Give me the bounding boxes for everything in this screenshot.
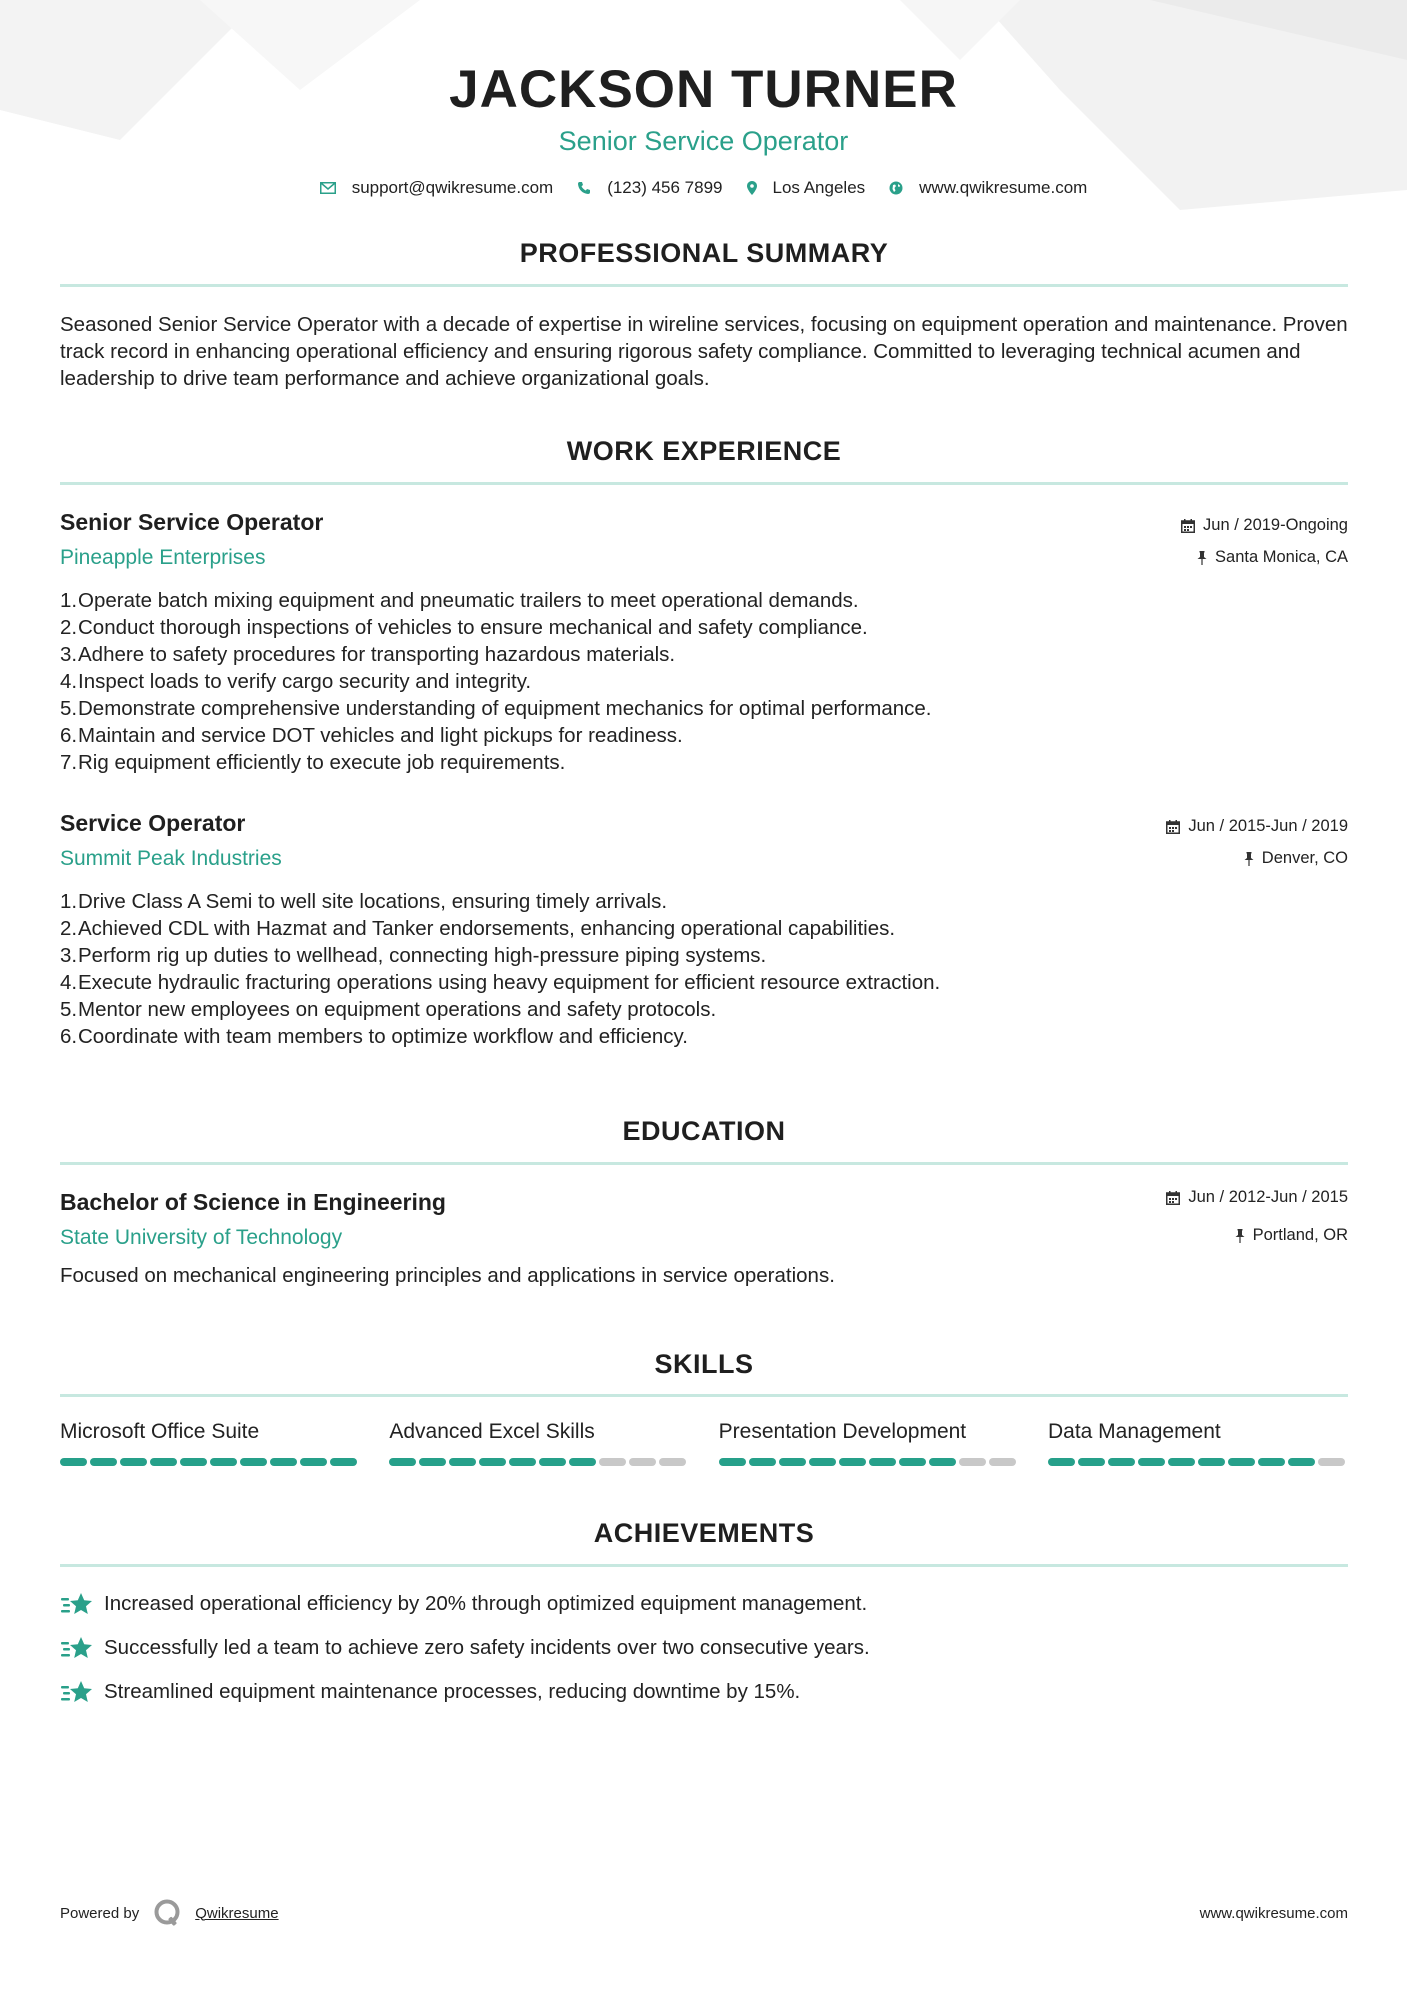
job-title: Service Operator: [60, 810, 246, 836]
skill-segment-filled: [449, 1458, 476, 1466]
list-item: 1. Drive Class A Semi to well site locations, ensuring timely arrivals.: [60, 890, 668, 913]
list-item: [60, 1670, 1348, 1714]
skill-segment-filled: [929, 1458, 956, 1466]
skill-segment-filled: [330, 1458, 357, 1466]
list-item-text: Perform rig up duties to wellhead, connecting high-pressure piping systems.: [78, 944, 767, 967]
skill-segment-filled: [60, 1458, 87, 1466]
education-description: Focused on mechanical engineering principles and applications in service operations.: [60, 1264, 835, 1287]
skill-segment-filled: [569, 1458, 596, 1466]
skill-segment-filled: [300, 1458, 327, 1466]
list-item-text: Conduct thorough inspections of vehicles to ensure mechanical and safety compliance.: [78, 616, 868, 639]
skill-segment-filled: [749, 1458, 776, 1466]
list-item: 7. Rig equipment efficiently to execute job requirements.: [60, 751, 566, 774]
skill-segment-empty: [629, 1458, 656, 1466]
skill-segment-filled: [479, 1458, 506, 1466]
skill-name: Presentation Development: [718, 1420, 967, 1443]
calendar-icon: [1166, 1191, 1180, 1205]
skill-segment-empty: [659, 1458, 686, 1466]
job-responsibilities: [60, 587, 1348, 776]
qwikresume-link[interactable]: Qwikresume: [195, 1904, 279, 1922]
job-responsibilities: [60, 888, 1348, 1050]
list-item: 5. Demonstrate comprehensive understanding of equipment mechanics for optimal performance.: [60, 697, 932, 720]
list-item-text: Achieved CDL with Hazmat and Tanker endorsements, enhancing operational capabilities.: [78, 917, 896, 940]
skill-segment-filled: [389, 1458, 416, 1466]
skill-level-bar: [1048, 1458, 1348, 1466]
skill-name: Microsoft Office Suite: [60, 1420, 260, 1443]
skill-item: [719, 1420, 1019, 1466]
contact-location: [747, 178, 866, 198]
skills-divider: [60, 1394, 1348, 1397]
list-item-text: Coordinate with team members to optimize workflow and efficiency.: [78, 1025, 688, 1048]
skill-name: Advanced Excel Skills: [389, 1420, 595, 1443]
list-item-text: Adhere to safety procedures for transporting hazardous materials.: [78, 643, 676, 666]
job-dates-text: Jun / 2015-Jun / 2019: [1188, 817, 1348, 835]
pushpin-icon: [1244, 852, 1254, 866]
globe-icon: [889, 181, 903, 195]
list-item: [60, 1626, 1348, 1670]
qwikresume-logo-icon: [153, 1898, 183, 1928]
skill-segment-empty: [989, 1458, 1016, 1466]
contact-website-text: www.qwikresume.com: [919, 178, 1088, 197]
list-item: 1. Operate batch mixing equipment and pneumatic trailers to meet operational demands.: [60, 589, 859, 612]
degree-title: Bachelor of Science in Engineering: [60, 1189, 446, 1215]
education-dates: [1166, 1188, 1348, 1207]
list-item-text: Execute hydraulic fracturing operations using heavy equipment for efficient resource extraction.: [78, 971, 941, 994]
skills-list: [60, 1420, 1348, 1466]
education-heading: EDUCATION: [622, 1116, 786, 1146]
list-item: 3. Adhere to safety procedures for transporting hazardous materials.: [60, 643, 676, 666]
calendar-icon: [1166, 820, 1180, 834]
achievement-text: Successfully led a team to achieve zero safety incidents over two consecutive years.: [104, 1636, 870, 1659]
achievements-divider: [60, 1564, 1348, 1567]
skill-segment-filled: [90, 1458, 117, 1466]
list-item: 5. Mentor new employees on equipment operations and safety protocols.: [60, 998, 717, 1021]
skill-segment-filled: [120, 1458, 147, 1466]
education-location: [1235, 1226, 1348, 1245]
list-item: 6. Maintain and service DOT vehicles and light pickups for readiness.: [60, 724, 683, 747]
job-company: Pineapple Enterprises: [60, 546, 266, 569]
skill-name: Data Management: [1047, 1420, 1221, 1443]
contact-phone-text: (123) 456 7899: [607, 178, 723, 197]
skill-segment-filled: [839, 1458, 866, 1466]
education-dates-text: Jun / 2012-Jun / 2015: [1188, 1188, 1348, 1206]
contact-location-text: Los Angeles: [772, 178, 866, 197]
job-location: [1244, 849, 1348, 868]
summary-heading: PROFESSIONAL SUMMARY: [519, 238, 889, 268]
experience-heading: WORK EXPERIENCE: [566, 436, 842, 466]
job-location-text: Denver, CO: [1261, 849, 1348, 867]
phone-icon: [577, 181, 591, 195]
list-item-text: Operate batch mixing equipment and pneumatic trailers to meet operational demands.: [78, 589, 859, 612]
school-name: State University of Technology: [60, 1226, 343, 1249]
footer-website[interactable]: www.qwikresume.com: [1199, 1905, 1348, 1922]
skill-level-bar: [389, 1458, 689, 1466]
skill-segment-empty: [1318, 1458, 1345, 1466]
list-item-text: Drive Class A Semi to well site locations, ensuring timely arrivals.: [78, 890, 668, 913]
job-dates: [1166, 817, 1348, 836]
skills-heading: SKILLS: [654, 1349, 754, 1379]
skill-segment-filled: [1258, 1458, 1285, 1466]
map-pin-icon: [747, 181, 757, 195]
list-item-text: Inspect loads to verify cargo security and integrity.: [78, 670, 532, 693]
job-location-text: Santa Monica, CA: [1215, 548, 1348, 566]
skill-segment-filled: [1048, 1458, 1075, 1466]
list-item: 2. Achieved CDL with Hazmat and Tanker endorsements, enhancing operational capabilities.: [60, 917, 896, 940]
education-location-text: Portland, OR: [1252, 1226, 1348, 1244]
job-location: [1197, 548, 1348, 567]
envelope-icon: [320, 182, 336, 194]
skill-segment-filled: [899, 1458, 926, 1466]
list-item-text: Demonstrate comprehensive understanding of equipment mechanics for optimal performance.: [78, 697, 932, 720]
star-speed-icon: [60, 1634, 94, 1662]
contact-phone[interactable]: [577, 178, 722, 198]
resume-header: [0, 0, 1407, 198]
star-speed-icon: [60, 1590, 94, 1618]
skill-segment-filled: [1288, 1458, 1315, 1466]
achievements-list: [60, 1582, 1348, 1714]
education-divider: [60, 1162, 1348, 1165]
skill-segment-filled: [1168, 1458, 1195, 1466]
skill-segment-filled: [1228, 1458, 1255, 1466]
list-item: 3. Perform rig up duties to wellhead, connecting high-pressure piping systems.: [60, 944, 767, 967]
achievement-text: Streamlined equipment maintenance processes, reducing downtime by 15%.: [104, 1680, 801, 1703]
skill-segment-filled: [779, 1458, 806, 1466]
calendar-icon: [1181, 519, 1195, 533]
achievement-text: Increased operational efficiency by 20% through optimized equipment management.: [104, 1592, 868, 1615]
achievements-heading: ACHIEVEMENTS: [593, 1518, 815, 1548]
candidate-name: JACKSON TURNER: [449, 60, 958, 119]
list-item-text: Rig equipment efficiently to execute job requirements.: [78, 751, 566, 774]
list-item: [60, 1582, 1348, 1626]
skill-segment-filled: [1108, 1458, 1135, 1466]
skill-segment-filled: [180, 1458, 207, 1466]
skill-segment-filled: [1138, 1458, 1165, 1466]
skill-level-bar: [719, 1458, 1019, 1466]
skill-level-bar: [60, 1458, 360, 1466]
contact-email[interactable]: [320, 178, 554, 198]
list-item: 4. Inspect loads to verify cargo security and integrity.: [60, 670, 532, 693]
skill-segment-filled: [1198, 1458, 1225, 1466]
contact-email-text: support@qwikresume.com: [351, 178, 554, 197]
experience-divider: [60, 482, 1348, 485]
skill-segment-filled: [539, 1458, 566, 1466]
list-item: 2. Conduct thorough inspections of vehicles to ensure mechanical and safety compliance.: [60, 616, 868, 639]
skill-item: [1048, 1420, 1348, 1466]
summary-divider: [60, 284, 1348, 287]
skill-segment-empty: [599, 1458, 626, 1466]
list-item-text: Maintain and service DOT vehicles and light pickups for readiness.: [78, 724, 683, 747]
skill-segment-filled: [240, 1458, 267, 1466]
skill-segment-filled: [1078, 1458, 1105, 1466]
pushpin-icon: [1235, 1229, 1245, 1243]
skill-item: [60, 1420, 360, 1466]
skill-segment-filled: [210, 1458, 237, 1466]
skill-segment-filled: [150, 1458, 177, 1466]
contact-bar: [0, 178, 1407, 198]
summary-text: Seasoned Senior Service Operator with a decade of expertise in wireline services, focusing on equipment operation and maintenance. Proven track record in enhancing operational efficiency and ensuring rigorous safety compliance. Committed to leveraging technical acumen and leadership to drive team performance and achieve organizational goals.: [60, 313, 1348, 390]
skill-segment-filled: [809, 1458, 836, 1466]
contact-website[interactable]: [889, 178, 1087, 198]
skill-segment-filled: [270, 1458, 297, 1466]
footer-powered-by: [60, 1898, 279, 1928]
job-dates-text: Jun / 2019-Ongoing: [1203, 516, 1348, 534]
candidate-role: Senior Service Operator: [558, 126, 849, 156]
job-title: Senior Service Operator: [60, 509, 324, 535]
powered-by-label: Powered by: [60, 1904, 140, 1922]
list-item-text: Mentor new employees on equipment operations and safety protocols.: [78, 998, 717, 1021]
list-item: 4. Execute hydraulic fracturing operations using heavy equipment for efficient resource extraction.: [60, 971, 941, 994]
star-speed-icon: [60, 1678, 94, 1706]
skill-item: [389, 1420, 689, 1466]
skill-segment-empty: [959, 1458, 986, 1466]
skill-segment-filled: [869, 1458, 896, 1466]
job-dates: [1181, 516, 1348, 535]
skill-segment-filled: [719, 1458, 746, 1466]
list-item: 6. Coordinate with team members to optimize workflow and efficiency.: [60, 1025, 688, 1048]
skill-segment-filled: [419, 1458, 446, 1466]
skill-segment-filled: [509, 1458, 536, 1466]
pushpin-icon: [1197, 551, 1207, 565]
job-company: Summit Peak Industries: [60, 847, 282, 870]
